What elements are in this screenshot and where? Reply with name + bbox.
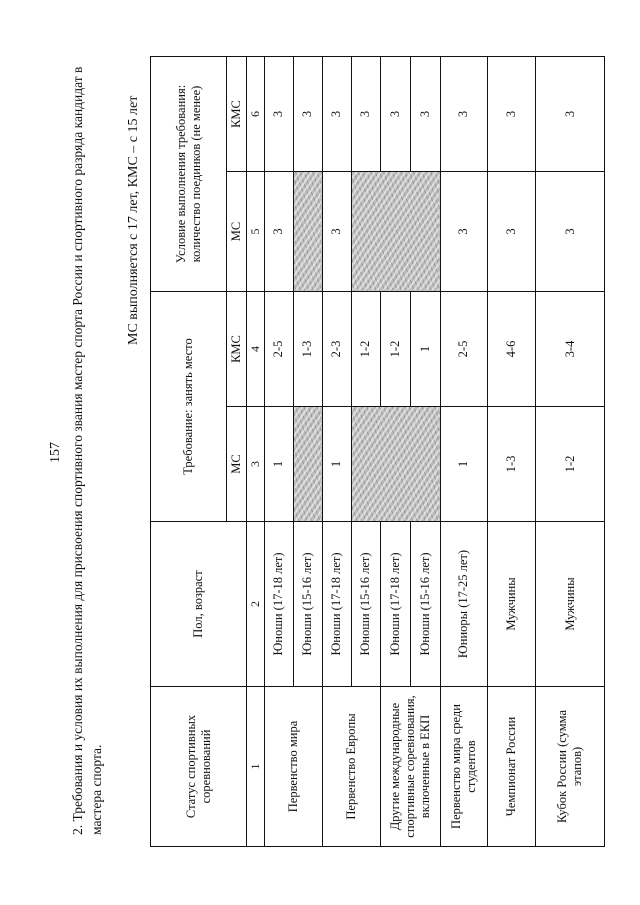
kms-place-cell: 1-2: [351, 292, 380, 407]
age-cell: Юноши (17-18 лет): [380, 522, 410, 687]
ms-place-cell: 1: [440, 407, 487, 522]
table-row: [536, 57, 605, 847]
table-row: [440, 57, 487, 847]
ms-bouts-cell: 3: [440, 172, 487, 292]
ms-place-cell-shaded: [293, 407, 322, 522]
ms-bouts-cell-shaded: [351, 172, 440, 292]
header-ms-bouts: МС: [227, 172, 247, 292]
ms-bouts-cell-shaded: [293, 172, 322, 292]
age-cell: Мужчины: [536, 522, 605, 687]
kms-place-cell: 3-4: [536, 292, 605, 407]
age-cell: Юноши (15-16 лет): [351, 522, 380, 687]
age-cell: Юниоры (17-25 лет): [440, 522, 487, 687]
column-index: 6: [247, 57, 265, 172]
header-kms-place: КМС: [227, 292, 247, 407]
kms-bouts-cell: 3: [380, 57, 410, 172]
kms-place-cell: 2-5: [440, 292, 487, 407]
column-index: 5: [247, 172, 265, 292]
kms-bouts-cell: 3: [265, 57, 294, 172]
ms-place-cell: 1: [322, 407, 351, 522]
column-index-row: [247, 57, 265, 847]
kms-bouts-cell: 3: [293, 57, 322, 172]
ms-bouts-cell: 3: [265, 172, 294, 292]
status-cell: Первенство мира: [265, 687, 323, 847]
column-index: 3: [247, 407, 265, 522]
ms-place-cell-shaded: [351, 407, 440, 522]
status-cell: Чемпионат России: [488, 687, 536, 847]
ms-place-cell: 1-2: [536, 407, 605, 522]
kms-place-cell: 4-6: [488, 292, 536, 407]
kms-bouts-cell: 3: [410, 57, 440, 172]
kms-place-cell: 2-5: [265, 292, 294, 407]
ms-bouts-cell: 3: [488, 172, 536, 292]
kms-place-cell: 1-2: [380, 292, 410, 407]
status-cell: Первенство Европы: [322, 687, 380, 847]
table-row: [265, 57, 294, 847]
section-heading: 2. Требования и условия их выполнения для присвоения спортивного звания мастер спорта России и спортивного разряда кандидат в мастера спорта.: [70, 66, 104, 835]
kms-bouts-cell: 3: [322, 57, 351, 172]
kms-bouts-cell: 3: [351, 57, 380, 172]
header-condition: Условие выполнения требования: количество поединков (не менее): [151, 57, 227, 292]
ms-bouts-cell: 3: [536, 172, 605, 292]
status-cell: Первенство мира среди студентов: [440, 687, 487, 847]
header-status: Статус спортивных соревнований: [151, 687, 247, 847]
header-kms-bouts: КМС: [227, 57, 247, 172]
header-requirement: Требование: занять место: [151, 292, 227, 522]
kms-bouts-cell: 3: [440, 57, 487, 172]
kms-bouts-cell: 3: [536, 57, 605, 172]
age-cell: Юноши (17-18 лет): [265, 522, 294, 687]
kms-place-cell: 1-3: [293, 292, 322, 407]
age-cell: Юноши (15-16 лет): [293, 522, 322, 687]
ms-bouts-cell: 3: [322, 172, 351, 292]
column-index: 1: [247, 687, 265, 847]
age-note: МС выполняется с 17 лет, КМС – с 15 лет: [126, 95, 141, 345]
column-index: 4: [247, 292, 265, 407]
header-gender-age: Пол, возраст: [151, 522, 247, 687]
requirements-table: [150, 56, 605, 847]
ms-place-cell: 1: [265, 407, 294, 522]
table-row: [488, 57, 536, 847]
kms-place-cell: 2-3: [322, 292, 351, 407]
table-row: [322, 57, 351, 847]
kms-bouts-cell: 3: [488, 57, 536, 172]
status-cell: Другие международные спортивные соревнования, включенные в ЕКП: [380, 687, 440, 847]
ms-place-cell: 1-3: [488, 407, 536, 522]
age-cell: Юноши (15-16 лет): [410, 522, 440, 687]
age-cell: Юноши (17-18 лет): [322, 522, 351, 687]
column-index: 2: [247, 522, 265, 687]
age-cell: Мужчины: [488, 522, 536, 687]
header-ms-place: МС: [227, 407, 247, 522]
kms-place-cell: 1: [410, 292, 440, 407]
page-number: 157: [48, 442, 63, 463]
status-cell: Кубок России (сумма этапов): [536, 687, 605, 847]
